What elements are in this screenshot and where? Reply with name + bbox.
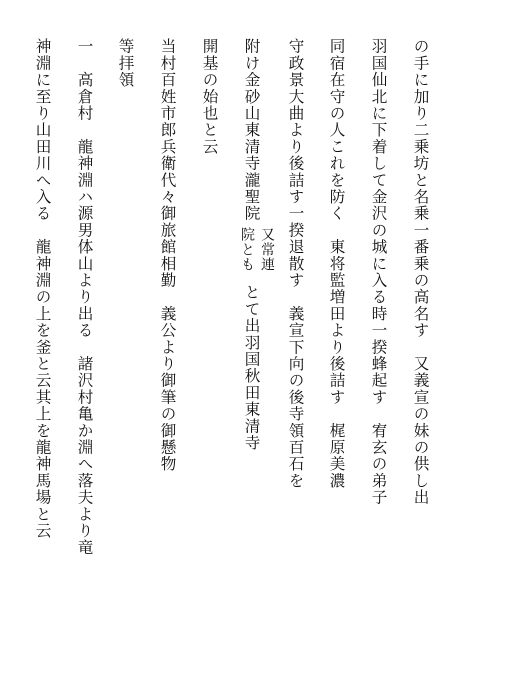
text-column-5: 附け金砂山東清寺瀧聖院 [242,38,261,222]
text-column-6: 開基の始也と云 [200,38,219,155]
text-column-3: 同宿在守の人これを防く 東将監増田より後詰す 梶原美濃 [327,38,346,489]
text-column-1: の手に加り二乗坊と名乗一番乗の高名す 又義宣の妹の供し出 [411,38,430,506]
text-column-2: 羽国仙北に下着して金沢の城に入る時一揆蜂起す 宥玄の弟子 [369,38,388,506]
text-column-10: 神淵に至り山田川へ入る 龍神淵の上を釜と云其上を龍神馬場と云 [33,38,52,539]
annotation-line-1: 又常連 [259,227,275,272]
text-column-8: 等拝領 [116,38,135,89]
text-column-5b: とて出羽国秋田東清寺 [242,284,261,451]
annotation-line-2: 院とも [239,227,255,272]
text-column-9: 一 高倉村 龍神淵ハ源男体山より出る 諸沢村亀か淵へ落夫より竜 [75,38,94,556]
text-column-7: 当村百姓市郎兵衛代々御旅館相勤 義公より御筆の御懸物 [158,38,177,473]
text-column-4: 守政景大曲より後詰す一揆退散す 義宣下向の後寺領百石を [286,38,305,489]
